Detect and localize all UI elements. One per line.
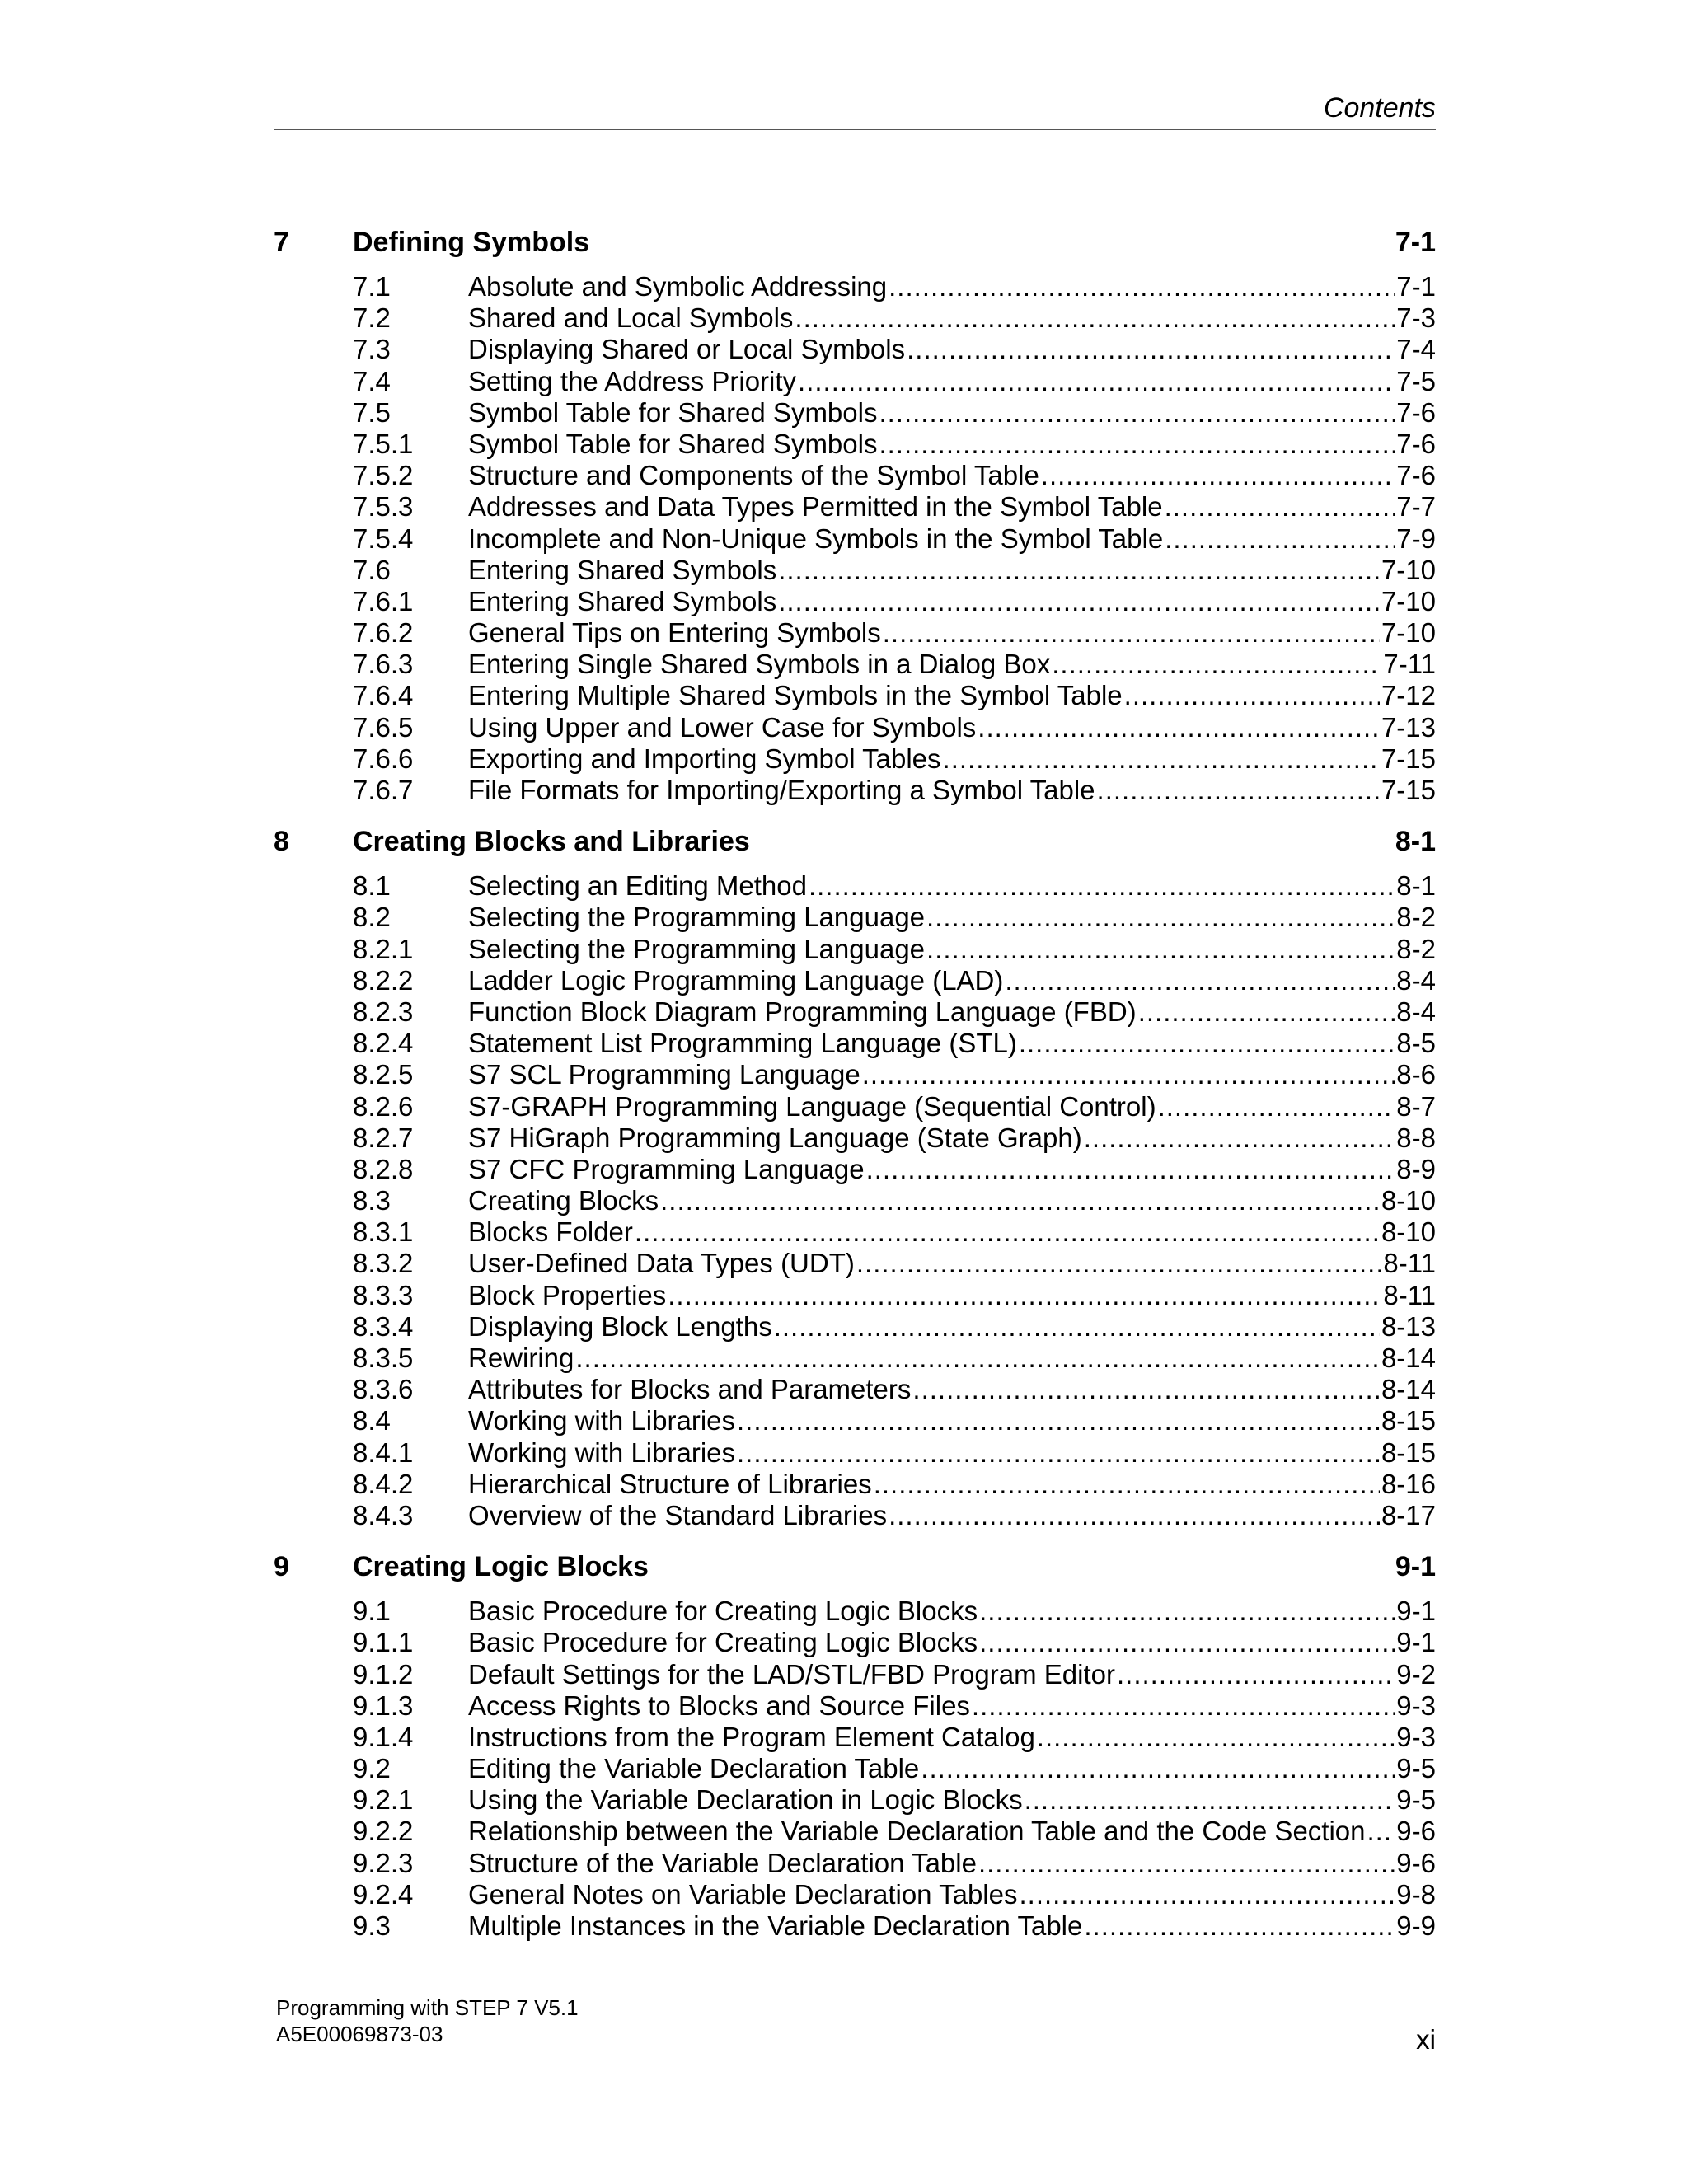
toc-chapter-page: 7-1 <box>1395 227 1436 258</box>
toc-entry-number: 8.4.2 <box>353 1468 414 1499</box>
toc-entry-page: 8-8 <box>1396 1122 1436 1153</box>
toc-entry-number: 9.1.1 <box>353 1627 414 1658</box>
toc-entry-title: Rewiring <box>468 1343 574 1373</box>
toc-entry-number: 8.2.5 <box>353 1059 414 1090</box>
toc-entry-page: 9-5 <box>1396 1753 1436 1784</box>
dot-leader <box>668 1280 1381 1311</box>
toc-entry[interactable] <box>353 934 1436 965</box>
toc-entry-title: Blocks Folder <box>468 1216 633 1248</box>
toc-entry-number: 8.3.4 <box>353 1310 414 1342</box>
toc-entry[interactable] <box>353 1028 1436 1059</box>
toc-entry-number: 8.3.1 <box>353 1216 414 1248</box>
toc-entry-number: 7.6.3 <box>353 649 414 680</box>
dot-leader <box>943 743 1380 775</box>
dot-leader <box>926 934 1395 965</box>
dot-leader <box>883 617 1380 649</box>
dot-leader <box>879 397 1395 429</box>
dot-leader <box>1158 1091 1395 1122</box>
toc-entry-page: 9-3 <box>1396 1721 1436 1752</box>
toc-entry-number: 8.2.3 <box>353 996 414 1027</box>
dot-leader <box>774 1311 1380 1343</box>
toc-entry[interactable] <box>353 429 1436 460</box>
toc-entry-number: 8.4 <box>353 1405 391 1436</box>
toc-entry-number: 8.3.2 <box>353 1248 414 1279</box>
toc-entry[interactable] <box>353 1374 1436 1405</box>
toc-entry-title: Absolute and Symbolic Addressing <box>468 271 888 302</box>
toc-entry-number: 7.6.2 <box>353 617 414 649</box>
toc-entry[interactable] <box>353 397 1436 429</box>
toc-entry-number: 9.1 <box>353 1596 391 1627</box>
dot-leader <box>972 1690 1395 1722</box>
toc-entry-title: Ladder Logic Programming Language (LAD) <box>468 964 1004 996</box>
toc-entry-title: Working with Libraries <box>468 1436 736 1468</box>
toc-entry[interactable] <box>353 1500 1436 1531</box>
toc-entry-title: Addresses and Data Types Permitted in the Symbol Table <box>468 491 1163 523</box>
toc-entry-title: S7 SCL Programming Language <box>468 1059 860 1090</box>
toc-entry-title: Access Rights to Blocks and Source Files <box>468 1690 970 1721</box>
toc-entry-page: 8-15 <box>1381 1436 1436 1468</box>
toc-entry-page: 7-13 <box>1381 711 1436 743</box>
toc-entry-number: 9.2.1 <box>353 1784 414 1816</box>
toc-entry-number: 8.2.6 <box>353 1090 414 1122</box>
toc-entry[interactable] <box>353 870 1436 902</box>
toc-entry[interactable] <box>353 1596 1436 1627</box>
toc-entry-title: Selecting the Programming Language <box>468 902 926 933</box>
dot-leader <box>1025 1784 1395 1816</box>
toc-entry[interactable] <box>353 1280 1436 1311</box>
toc-entry-title: Setting the Address Priority <box>468 365 797 396</box>
toc-entry-page: 7-3 <box>1396 302 1436 334</box>
dot-leader <box>1084 1122 1395 1154</box>
toc-entry-number: 8.3.5 <box>353 1343 414 1373</box>
dot-leader <box>1041 460 1395 491</box>
toc-entry-number: 7.6.5 <box>353 711 414 743</box>
footer-page-number: xi <box>1416 2024 1436 2055</box>
toc-entry-page: 8-2 <box>1396 902 1436 933</box>
toc-chapter <box>274 218 1436 806</box>
toc-entry[interactable] <box>353 1722 1436 1753</box>
toc-entry-number: 7.5.2 <box>353 460 414 491</box>
toc-entry-title: File Formats for Importing/Exporting a Symbol Table <box>468 775 1095 805</box>
toc-entry[interactable] <box>353 1848 1436 1879</box>
toc-entry-title: User-Defined Data Types (UDT) <box>468 1248 855 1279</box>
toc-entry[interactable] <box>353 649 1436 680</box>
toc-entry-title: Incomplete and Non-Unique Symbols in the Symbol Table <box>468 523 1164 554</box>
toc-entry-page: 8-10 <box>1381 1185 1436 1216</box>
dot-leader <box>978 1848 1395 1879</box>
dot-leader <box>979 1627 1395 1658</box>
toc-entry[interactable] <box>353 523 1436 555</box>
dot-leader <box>798 366 1395 397</box>
toc-entry-page: 7-12 <box>1381 680 1436 711</box>
toc-entry-number: 8.2 <box>353 902 391 933</box>
toc-entry-number: 9.1.4 <box>353 1721 414 1752</box>
toc-entry-page: 8-11 <box>1383 1279 1436 1310</box>
toc-entry-page: 9-1 <box>1396 1627 1436 1658</box>
toc-entry-list <box>274 865 1436 1531</box>
toc-entry-number: 7.6.6 <box>353 743 414 774</box>
dot-leader <box>866 1154 1395 1185</box>
toc-entry-page: 8-16 <box>1381 1468 1436 1499</box>
footer-order-number: A5E00069873-03 <box>276 2022 443 2046</box>
toc-entry-page: 8-9 <box>1396 1153 1436 1184</box>
toc-entry-number: 9.2.3 <box>353 1847 414 1878</box>
toc-entry-number: 8.4.1 <box>353 1436 414 1468</box>
toc-chapter <box>274 818 1436 1531</box>
toc-entry-number: 9.1.2 <box>353 1658 414 1690</box>
toc-entry[interactable] <box>353 743 1436 775</box>
toc-entry-number: 7.2 <box>353 302 391 334</box>
toc-entry-page: 7-9 <box>1396 523 1436 554</box>
toc-entry-page: 9-1 <box>1396 1596 1436 1627</box>
toc-entry-title: Default Settings for the LAD/STL/FBD Program Editor <box>468 1658 1115 1690</box>
toc-entry-number: 9.2 <box>353 1753 391 1784</box>
dot-leader <box>1138 996 1395 1028</box>
dot-leader <box>737 1405 1380 1436</box>
toc-entry-page: 9-3 <box>1396 1690 1436 1721</box>
running-header-title: Contents <box>1323 92 1436 124</box>
toc-entry[interactable] <box>353 1154 1436 1185</box>
toc-entry-page: 7-15 <box>1381 743 1436 774</box>
toc-entry-page: 8-14 <box>1381 1343 1436 1373</box>
toc-entry-title: Structure of the Variable Declaration Table <box>468 1847 977 1878</box>
toc-chapter-heading[interactable] <box>274 1543 1436 1591</box>
toc-entry-page: 7-10 <box>1381 585 1436 616</box>
toc-entry[interactable] <box>353 334 1436 365</box>
toc-entry-number: 7.6 <box>353 554 391 585</box>
toc-entry-number: 9.2.4 <box>353 1878 414 1910</box>
dot-leader <box>795 302 1395 334</box>
toc-entry[interactable] <box>353 1059 1436 1090</box>
dot-leader <box>862 1059 1395 1090</box>
toc-entry-title: Block Properties <box>468 1279 667 1310</box>
toc-entry-number: 8.3 <box>353 1185 391 1216</box>
toc-entry-list <box>274 1591 1436 1942</box>
toc-entry-title: Attributes for Blocks and Parameters <box>468 1374 912 1405</box>
toc-entry[interactable] <box>353 965 1436 996</box>
dot-leader <box>778 555 1380 586</box>
dot-leader <box>921 1753 1395 1784</box>
dot-leader <box>978 712 1380 743</box>
toc-entry-number: 8.2.7 <box>353 1122 414 1153</box>
toc-entry-number: 8.2.1 <box>353 933 414 964</box>
toc-chapter-title: Creating Blocks and Libraries <box>353 826 750 858</box>
toc-entry[interactable] <box>353 1910 1436 1942</box>
toc-entry-title: Working with Libraries <box>468 1405 736 1436</box>
toc-entry-page: 7-15 <box>1381 775 1436 805</box>
toc-entry-page: 9-8 <box>1396 1878 1436 1910</box>
toc-entry-page: 7-4 <box>1396 334 1436 365</box>
dot-leader <box>635 1216 1380 1248</box>
toc-entry-title: Shared and Local Symbols <box>468 302 794 334</box>
toc-entry-page: 9-2 <box>1396 1658 1436 1690</box>
toc-entry-page: 9-6 <box>1396 1816 1436 1847</box>
dot-leader <box>1037 1722 1395 1753</box>
dot-leader <box>809 870 1395 902</box>
dot-leader <box>1052 649 1381 680</box>
dot-leader <box>907 334 1395 365</box>
toc-entry-title: Structure and Components of the Symbol Table <box>468 460 1039 491</box>
toc-entry[interactable] <box>353 1343 1436 1374</box>
toc-chapter-title: Defining Symbols <box>353 227 590 258</box>
dot-leader <box>737 1437 1380 1469</box>
toc-entry-page: 8-4 <box>1396 964 1436 996</box>
toc-entry[interactable] <box>353 1753 1436 1784</box>
toc-entry[interactable] <box>353 491 1436 523</box>
toc-entry-number: 7.4 <box>353 365 391 396</box>
table-of-contents <box>274 218 1436 1953</box>
toc-entry-page: 7-11 <box>1383 649 1436 680</box>
toc-entry-title: Creating Blocks <box>468 1185 659 1216</box>
toc-entry-page: 7-6 <box>1396 428 1436 459</box>
toc-entry-page: 7-10 <box>1381 554 1436 585</box>
toc-entry-number: 8.2.8 <box>353 1153 414 1184</box>
toc-entry[interactable] <box>353 775 1436 806</box>
toc-entry-title: Symbol Table for Shared Symbols <box>468 396 878 428</box>
toc-entry-title: Entering Shared Symbols <box>468 554 777 585</box>
toc-entry-page: 8-7 <box>1396 1090 1436 1122</box>
dot-leader <box>1097 775 1380 806</box>
dot-leader <box>1117 1659 1395 1690</box>
toc-chapter-heading[interactable] <box>274 218 1436 266</box>
toc-entry-page: 8-15 <box>1381 1405 1436 1436</box>
toc-entry-title: Using the Variable Declaration in Logic Blocks <box>468 1784 1023 1816</box>
toc-entry-title: Instructions from the Program Element Catalog <box>468 1721 1035 1752</box>
toc-entry-title: General Notes on Variable Declaration Tables <box>468 1878 1018 1910</box>
dot-leader <box>1084 1910 1395 1942</box>
dot-leader <box>874 1469 1380 1500</box>
toc-entry[interactable] <box>353 996 1436 1028</box>
toc-entry-page: 8-6 <box>1396 1059 1436 1090</box>
dot-leader <box>856 1248 1382 1279</box>
toc-entry[interactable] <box>353 302 1436 334</box>
toc-entry-title: Selecting the Programming Language <box>468 933 926 964</box>
toc-entry-list <box>274 266 1436 806</box>
toc-chapter-title: Creating Logic Blocks <box>353 1551 649 1583</box>
dot-leader <box>660 1185 1380 1216</box>
toc-entry-number: 8.4.3 <box>353 1499 414 1530</box>
toc-entry[interactable] <box>353 1469 1436 1500</box>
toc-entry-title: Hierarchical Structure of Libraries <box>468 1468 872 1499</box>
toc-entry-page: 8-2 <box>1396 933 1436 964</box>
toc-entry-number: 8.2.2 <box>353 964 414 996</box>
toc-entry-title: Displaying Block Lengths <box>468 1310 772 1342</box>
toc-entry[interactable] <box>353 271 1436 302</box>
toc-chapter-number: 8 <box>274 826 289 858</box>
dot-leader <box>575 1343 1380 1374</box>
toc-entry[interactable] <box>353 1879 1436 1910</box>
toc-entry-number: 7.1 <box>353 271 391 302</box>
toc-entry-number: 7.5 <box>353 396 391 428</box>
toc-entry-title: Entering Multiple Shared Symbols in the Symbol Table <box>468 680 1123 711</box>
toc-entry-page: 7-6 <box>1396 396 1436 428</box>
toc-entry-page: 8-4 <box>1396 996 1436 1027</box>
toc-entry-title: General Tips on Entering Symbols <box>468 617 881 649</box>
toc-entry-page: 9-6 <box>1396 1847 1436 1878</box>
toc-entry[interactable] <box>353 1627 1436 1658</box>
dot-leader <box>1367 1816 1395 1847</box>
toc-entry[interactable] <box>353 586 1436 617</box>
toc-entry-number: 7.5.3 <box>353 491 414 523</box>
dot-leader <box>889 1500 1380 1531</box>
toc-chapter-number: 7 <box>274 227 289 258</box>
dot-leader <box>912 1374 1380 1405</box>
toc-entry-page: 9-5 <box>1396 1784 1436 1816</box>
toc-entry[interactable] <box>353 1405 1436 1436</box>
toc-entry-number: 8.3.3 <box>353 1279 414 1310</box>
toc-entry-page: 8-13 <box>1381 1310 1436 1342</box>
toc-entry-title: Statement List Programming Language (STL) <box>468 1028 1017 1059</box>
toc-entry-title: Selecting an Editing Method <box>468 870 807 902</box>
toc-entry-title: Using Upper and Lower Case for Symbols <box>468 711 977 743</box>
toc-entry-title: Symbol Table for Shared Symbols <box>468 428 878 459</box>
toc-chapter-page: 8-1 <box>1395 826 1436 858</box>
dot-leader <box>1005 965 1395 996</box>
toc-entry-number: 9.1.3 <box>353 1690 414 1721</box>
toc-entry-number: 7.6.7 <box>353 775 414 805</box>
toc-entry[interactable] <box>353 1091 1436 1122</box>
header-divider <box>274 129 1436 130</box>
toc-entry-page: 7-5 <box>1396 365 1436 396</box>
toc-entry-number: 8.2.4 <box>353 1028 414 1059</box>
toc-entry-number: 7.6.4 <box>353 680 414 711</box>
toc-entry-title: S7-GRAPH Programming Language (Sequential Control) <box>468 1090 1156 1122</box>
toc-entry-number: 8.1 <box>353 870 391 902</box>
toc-entry[interactable] <box>353 712 1436 743</box>
dot-leader <box>1124 680 1380 711</box>
toc-entry[interactable] <box>353 680 1436 711</box>
dot-leader <box>879 429 1395 460</box>
toc-entry[interactable] <box>353 1784 1436 1816</box>
toc-chapter <box>274 1543 1436 1942</box>
toc-entry-number: 7.3 <box>353 334 391 365</box>
toc-entry[interactable] <box>353 1437 1436 1469</box>
toc-entry[interactable] <box>353 1216 1436 1248</box>
dot-leader <box>889 271 1395 302</box>
toc-entry-page: 7-6 <box>1396 460 1436 491</box>
toc-entry[interactable] <box>353 617 1436 649</box>
toc-entry-page: 7-10 <box>1381 617 1436 649</box>
footer-manual-title: Programming with STEP 7 V5.1 <box>276 1995 579 2020</box>
toc-entry[interactable] <box>353 555 1436 586</box>
toc-entry[interactable] <box>353 1659 1436 1690</box>
toc-entry-title: Displaying Shared or Local Symbols <box>468 334 906 365</box>
toc-entry-page: 8-1 <box>1396 870 1436 902</box>
dot-leader <box>1020 1879 1395 1910</box>
footer-document-info <box>276 1994 579 2047</box>
toc-entry-page: 9-9 <box>1396 1910 1436 1941</box>
toc-entry[interactable] <box>353 1122 1436 1154</box>
dot-leader <box>1165 491 1395 523</box>
toc-entry-title: Basic Procedure for Creating Logic Blocks <box>468 1627 978 1658</box>
toc-entry-number: 7.6.1 <box>353 585 414 616</box>
toc-entry-title: Exporting and Importing Symbol Tables <box>468 743 941 774</box>
toc-entry-title: Basic Procedure for Creating Logic Blocks <box>468 1596 978 1627</box>
toc-entry[interactable] <box>353 1311 1436 1343</box>
dot-leader <box>1019 1028 1395 1059</box>
toc-entry-title: Function Block Diagram Programming Language (FBD) <box>468 996 1137 1027</box>
toc-entry-page: 7-7 <box>1396 491 1436 523</box>
toc-entry-title: S7 HiGraph Programming Language (State Graph) <box>468 1122 1082 1153</box>
dot-leader <box>979 1596 1395 1627</box>
toc-entry-number: 7.5.1 <box>353 428 414 459</box>
toc-entry-page: 8-10 <box>1381 1216 1436 1248</box>
toc-entry[interactable] <box>353 1248 1436 1279</box>
toc-entry[interactable] <box>353 1816 1436 1847</box>
toc-chapter-heading[interactable] <box>274 818 1436 865</box>
toc-entry-page: 7-1 <box>1396 271 1436 302</box>
toc-entry[interactable] <box>353 460 1436 491</box>
toc-entry-title: Overview of the Standard Libraries <box>468 1499 888 1530</box>
toc-entry-page: 8-5 <box>1396 1028 1436 1059</box>
toc-entry-title: Multiple Instances in the Variable Declaration Table <box>468 1910 1083 1941</box>
toc-entry-number: 9.3 <box>353 1910 391 1941</box>
toc-entry-title: Entering Single Shared Symbols in a Dialog Box <box>468 649 1051 680</box>
dot-leader <box>926 902 1395 933</box>
toc-entry-page: 8-17 <box>1381 1499 1436 1530</box>
dot-leader <box>1165 523 1395 555</box>
toc-entry[interactable] <box>353 1185 1436 1216</box>
toc-entry-number: 8.3.6 <box>353 1374 414 1405</box>
dot-leader <box>778 586 1380 617</box>
toc-entry-title: Relationship between the Variable Declaration Table and the Code Section <box>468 1816 1366 1847</box>
toc-entry-page: 8-11 <box>1383 1248 1436 1279</box>
toc-entry-title: Entering Shared Symbols <box>468 585 777 616</box>
toc-chapter-number: 9 <box>274 1551 289 1583</box>
toc-entry-title: S7 CFC Programming Language <box>468 1153 865 1184</box>
toc-entry-number: 9.2.2 <box>353 1816 414 1847</box>
toc-entry[interactable] <box>353 902 1436 933</box>
toc-chapter-page: 9-1 <box>1395 1551 1436 1583</box>
toc-entry-number: 7.5.4 <box>353 523 414 554</box>
toc-entry[interactable] <box>353 1690 1436 1722</box>
toc-entry-page: 8-14 <box>1381 1374 1436 1405</box>
toc-entry-title: Editing the Variable Declaration Table <box>468 1753 920 1784</box>
toc-entry[interactable] <box>353 366 1436 397</box>
